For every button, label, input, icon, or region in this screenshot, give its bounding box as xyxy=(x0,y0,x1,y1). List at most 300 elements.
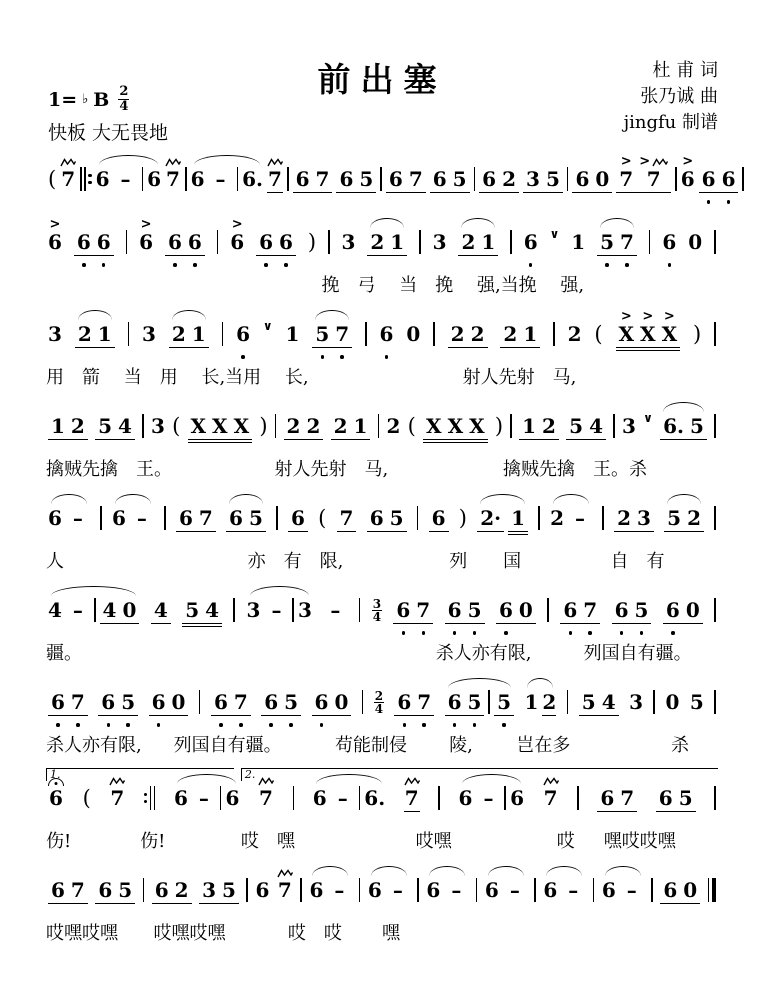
lyric-line xyxy=(46,639,718,666)
beam-line xyxy=(616,347,681,348)
barline-glyph xyxy=(474,167,476,191)
beam-line xyxy=(614,531,654,532)
bar-stroke xyxy=(222,322,224,346)
beam-lines xyxy=(627,903,637,910)
octave-dot-row xyxy=(662,262,676,269)
beam-group xyxy=(176,491,216,545)
note-glyph: 0 xyxy=(171,690,186,714)
octave-dot-cell xyxy=(368,910,382,917)
note xyxy=(71,399,85,438)
octave-dot-cell xyxy=(293,199,313,206)
slur-group xyxy=(245,583,314,637)
octave-dot-cell xyxy=(445,630,465,637)
note xyxy=(448,583,462,622)
beam-lines xyxy=(550,531,564,538)
note-glyph: 5 xyxy=(581,690,596,714)
octave-dot-cell xyxy=(516,630,536,637)
slur-group xyxy=(658,399,709,453)
octave-dot-cell xyxy=(660,910,680,917)
octave-dot-cell xyxy=(714,630,716,637)
beam-lines xyxy=(613,439,615,446)
octave-dot-row xyxy=(386,446,400,453)
octave-dot-cell xyxy=(524,262,538,269)
barline-glyph xyxy=(510,230,512,254)
note xyxy=(340,491,354,530)
system-1 xyxy=(46,152,736,206)
note-glyph: 4 xyxy=(205,598,220,622)
barline xyxy=(675,152,677,206)
octave-dot-row xyxy=(510,910,520,917)
octave-dot xyxy=(727,200,731,204)
octave-dot-cell xyxy=(367,538,387,545)
lyric-segment: 哎嘿哎嘿 xyxy=(153,923,226,944)
beam-lines xyxy=(429,531,449,538)
octave-dot-row xyxy=(128,354,130,361)
octave-dot-row xyxy=(48,538,62,545)
parenthesis xyxy=(318,491,326,545)
beam-line xyxy=(261,715,301,716)
system-6 xyxy=(46,583,718,666)
beam-line xyxy=(663,623,703,624)
beam-note-row xyxy=(423,399,488,438)
beam-lines xyxy=(660,903,700,910)
volta-bracket-2: 2. xyxy=(241,768,718,781)
octave-dot-cell xyxy=(488,722,490,729)
lyric-segment: 岂在多 xyxy=(516,735,571,756)
note-glyph: 6 xyxy=(173,786,188,810)
slur-group xyxy=(457,771,526,825)
beam-note-row xyxy=(165,215,205,254)
octave-dot-row xyxy=(378,446,380,453)
barline xyxy=(222,307,224,361)
beam-lines xyxy=(199,715,201,722)
lyric-segment: 杀人亦有限, xyxy=(435,643,532,664)
beam-lines xyxy=(476,903,478,910)
note-glyph: 5 xyxy=(359,167,374,191)
octave-dot-row xyxy=(165,262,205,269)
ornament-slot xyxy=(639,152,668,167)
octave-dot-cell xyxy=(48,538,62,545)
beam-lines xyxy=(73,531,83,538)
octave-dot-row xyxy=(543,910,557,917)
octave-dot-row xyxy=(336,199,376,206)
octave-dot-row xyxy=(48,446,88,453)
octave-dot-cell xyxy=(259,446,267,453)
octave-dot-cell xyxy=(690,722,704,729)
octave-dot-row xyxy=(217,262,219,269)
note xyxy=(522,399,536,438)
barline xyxy=(653,675,655,729)
bar-stroke xyxy=(613,414,615,438)
octave-dot-row xyxy=(199,722,201,729)
octave-dot-row xyxy=(368,910,382,917)
octave-dot-row xyxy=(74,262,114,269)
beam-lines xyxy=(164,531,166,538)
octave-dot-cell xyxy=(300,910,302,917)
beam-lines xyxy=(74,255,114,262)
octave-dot-cell xyxy=(255,910,269,917)
beam-line xyxy=(169,347,209,348)
accent-mark: > xyxy=(663,309,675,324)
octave-dot-cell xyxy=(359,630,361,637)
note xyxy=(205,583,219,622)
beam-note-row xyxy=(367,491,407,530)
octave-dot-row xyxy=(476,910,478,917)
note-glyph: 0 xyxy=(683,878,698,902)
beam-group xyxy=(386,152,426,206)
beam-lines xyxy=(534,903,536,910)
note xyxy=(175,863,189,902)
ornament-slot xyxy=(664,307,675,322)
octave-dot-cell xyxy=(334,910,344,917)
octave-dot-cell xyxy=(242,199,263,206)
note-glyph: – xyxy=(120,167,131,191)
beam-lines xyxy=(524,715,538,722)
beam-lines xyxy=(714,623,716,630)
bar-stroke-thick xyxy=(712,878,716,902)
beam-note-row xyxy=(182,583,222,622)
note-glyph: – xyxy=(334,878,345,902)
octave-dot-row xyxy=(139,262,153,269)
music-line xyxy=(46,152,736,206)
bar-stroke xyxy=(510,414,512,438)
note xyxy=(179,491,193,530)
barline xyxy=(217,215,219,269)
octave-dot-row xyxy=(60,199,76,206)
octave-dot-cell xyxy=(48,446,68,453)
beam-lines xyxy=(474,192,476,199)
beam-lines xyxy=(542,715,556,722)
beam-note-row xyxy=(386,152,426,191)
octave-dot-row xyxy=(94,630,96,637)
barline-glyph xyxy=(142,167,144,191)
octave-dot-cell xyxy=(699,199,719,206)
lyric-segment: 用 箭 当 用 长,当用 长, xyxy=(46,367,309,388)
beam-lines xyxy=(95,903,135,910)
slur-group xyxy=(310,307,354,361)
beam-lines xyxy=(313,811,327,818)
note xyxy=(155,863,169,902)
beam-lines xyxy=(247,623,261,630)
beam-lines xyxy=(337,531,357,538)
note xyxy=(639,152,668,191)
mordent-icon xyxy=(165,158,181,167)
beam-note-row xyxy=(48,675,88,714)
barline-glyph xyxy=(359,598,361,622)
octave-dot-cell xyxy=(293,818,295,825)
octave-dot-row xyxy=(714,446,716,453)
octave-dot-cell xyxy=(684,538,704,545)
note-glyph: – xyxy=(575,506,585,530)
note-glyph: 5 xyxy=(600,230,615,254)
beam-lines xyxy=(651,903,653,910)
note xyxy=(255,863,269,917)
repeat-dot xyxy=(88,181,91,184)
octave-dot-cell xyxy=(220,818,222,825)
octave-dot-row xyxy=(419,262,421,269)
beam-line xyxy=(423,439,488,440)
note-glyph: 1 xyxy=(481,230,496,254)
beam-note-row xyxy=(445,583,485,622)
note-glyph: 2 xyxy=(286,414,301,438)
octave-dot xyxy=(569,631,573,635)
octave-dot-row xyxy=(48,354,62,361)
beam-note-row xyxy=(95,863,135,902)
note-glyph: 5 xyxy=(689,690,704,714)
octave-dot-cell xyxy=(387,538,407,545)
beam-lines xyxy=(328,255,330,262)
accent-mark: > xyxy=(682,154,694,169)
note xyxy=(396,583,410,622)
barline-glyph xyxy=(287,167,289,191)
octave-dot-cell xyxy=(60,199,76,206)
octave-dot-cell xyxy=(433,262,447,269)
beam-group xyxy=(445,583,485,637)
beam-lines xyxy=(614,531,654,538)
note-glyph: 6 xyxy=(259,230,274,254)
ts-denominator: 4 xyxy=(374,701,384,716)
beam-lines xyxy=(742,192,744,199)
note-glyph: 7 xyxy=(315,167,330,191)
note xyxy=(619,307,635,346)
note-glyph: 5 xyxy=(315,322,330,346)
beam-note-row xyxy=(331,399,371,438)
beam-line xyxy=(597,255,637,256)
bar-stroke xyxy=(142,414,144,438)
note-glyph: 2 xyxy=(306,414,321,438)
beam-lines xyxy=(174,811,188,818)
music-line xyxy=(46,307,718,361)
octave-dot-row xyxy=(48,262,62,269)
barline xyxy=(362,675,364,729)
octave-dot-cell xyxy=(217,262,219,269)
note-glyph: 3 xyxy=(142,322,156,346)
note xyxy=(617,491,631,530)
note-glyph: 1 xyxy=(524,690,539,714)
octave-dot-row xyxy=(612,630,652,637)
octave-dot-row xyxy=(393,910,403,917)
beam-lines xyxy=(577,811,579,818)
note-glyph: 5 xyxy=(690,414,704,438)
octave-dot xyxy=(707,200,711,204)
beam-lines xyxy=(126,255,128,262)
octave-dot-cell xyxy=(430,199,450,206)
note-glyph: 2 xyxy=(503,322,518,346)
note-glyph: 6 xyxy=(48,506,62,530)
note xyxy=(316,152,330,191)
octave-dot-row xyxy=(430,199,470,206)
note-glyph: – xyxy=(271,598,282,622)
beam-lines xyxy=(597,811,637,818)
beam-group xyxy=(579,675,619,729)
bar-stroke xyxy=(510,230,512,254)
beam-lines xyxy=(338,811,348,818)
beam-lines xyxy=(602,531,604,538)
beam-group xyxy=(663,583,703,637)
beam-group xyxy=(614,491,654,545)
note xyxy=(71,675,85,714)
bar-stroke xyxy=(128,322,130,346)
beam-lines xyxy=(199,903,239,910)
ornament-slot xyxy=(141,215,152,230)
barline xyxy=(417,491,419,545)
beam-line xyxy=(660,903,700,904)
note xyxy=(433,215,447,269)
slur-group xyxy=(224,491,268,545)
note xyxy=(568,307,582,361)
octave-dot-row xyxy=(597,818,637,825)
beam-lines xyxy=(284,439,324,446)
octave-dot-cell xyxy=(542,722,556,729)
slur-group xyxy=(94,152,163,206)
octave-dot-row xyxy=(73,538,83,545)
note xyxy=(453,152,467,191)
octave-dot-row xyxy=(126,262,128,269)
barline xyxy=(567,152,569,206)
barline xyxy=(613,399,615,453)
beam-lines xyxy=(386,439,400,446)
lyric-segment: 人 xyxy=(46,551,64,572)
beam-lines xyxy=(656,811,696,818)
barline xyxy=(328,215,330,269)
lyric-segment: 杀人亦有限, xyxy=(46,735,142,756)
octave-dot-cell xyxy=(98,722,118,729)
note-glyph: 5 xyxy=(121,690,136,714)
octave-dot-cell xyxy=(230,262,244,269)
beam-group xyxy=(151,583,171,637)
note-glyph: 6 xyxy=(312,786,327,810)
barline xyxy=(380,152,382,206)
barline-glyph xyxy=(476,878,478,902)
beam-line xyxy=(312,347,352,348)
barline-glyph xyxy=(328,230,330,254)
octave-dot-row xyxy=(48,199,56,206)
note-glyph: 7 xyxy=(198,506,213,530)
octave-dot-row xyxy=(714,630,716,637)
breath-mark xyxy=(550,215,560,269)
beam-line xyxy=(288,531,308,532)
octave-dot-cell xyxy=(75,354,95,361)
beam-group xyxy=(519,399,559,453)
note-glyph: 6 xyxy=(230,230,245,254)
bar-stroke xyxy=(714,786,716,810)
note xyxy=(409,152,423,191)
octave-dot-row xyxy=(96,199,110,206)
octave-dot-row xyxy=(237,199,239,206)
octave-dot-cell xyxy=(594,354,602,361)
octave-dot-row xyxy=(152,910,192,917)
beam-lines xyxy=(368,903,382,910)
octave-dot-cell xyxy=(510,910,520,917)
note-glyph: 3 xyxy=(202,878,216,902)
octave-dot-cell xyxy=(386,199,406,206)
octave-dot-cell xyxy=(48,910,68,917)
beam-note-row xyxy=(699,152,739,191)
note-glyph: 3 xyxy=(150,414,165,438)
note-glyph: 6. xyxy=(663,414,685,438)
bar-stroke xyxy=(547,598,549,622)
octave-dot-cell xyxy=(419,262,421,269)
octave-dot xyxy=(321,355,325,359)
octave-dot-row xyxy=(666,722,680,729)
note-glyph: 6 xyxy=(101,690,116,714)
octave-dot-cell xyxy=(433,354,435,361)
octave-dot-row xyxy=(144,818,155,825)
beam-line xyxy=(656,811,696,812)
system-2 xyxy=(46,215,718,298)
beam-lines xyxy=(485,903,499,910)
octave-dot-cell xyxy=(312,354,332,361)
octave-dot-cell xyxy=(95,446,115,453)
note-glyph: 3 xyxy=(48,322,62,346)
octave-dot-row xyxy=(73,630,83,637)
octave-dot-row xyxy=(225,818,239,825)
octave-dot-row xyxy=(367,538,407,545)
bar-stroke xyxy=(365,322,367,346)
octave-dot-row xyxy=(593,910,595,917)
beam-line xyxy=(579,715,619,716)
octave-dot-cell xyxy=(225,818,239,825)
octave-dot-row xyxy=(543,818,559,825)
note xyxy=(662,215,676,269)
octave-dot-row xyxy=(496,630,536,637)
octave-dot-cell xyxy=(663,630,683,637)
octave-dot-row xyxy=(372,630,382,637)
beam-group xyxy=(699,152,739,206)
beam-group xyxy=(284,399,324,453)
octave-dot xyxy=(504,631,508,635)
octave-dot-row xyxy=(293,199,333,206)
time-signature-fraction xyxy=(374,690,384,714)
note-glyph: 6 xyxy=(111,506,126,530)
octave-dot-cell xyxy=(659,354,681,361)
octave-dot-cell xyxy=(466,446,488,453)
mordent-icon xyxy=(652,158,668,167)
beam-lines xyxy=(567,715,569,722)
beam-note-row xyxy=(579,675,619,714)
slur-group xyxy=(189,152,265,206)
barline-glyph xyxy=(142,414,144,438)
octave-dot-cell xyxy=(714,818,716,825)
octave-dot-cell xyxy=(714,354,716,361)
note-glyph: – xyxy=(72,506,83,530)
beam-lines xyxy=(496,623,536,630)
octave-dot xyxy=(385,355,389,359)
octave-dot-row xyxy=(216,199,226,206)
octave-dot-row xyxy=(742,199,744,206)
note-glyph: X xyxy=(190,414,207,438)
note xyxy=(502,152,516,191)
note-glyph: 6 xyxy=(139,230,154,254)
note-glyph: 1 xyxy=(191,322,206,346)
octave-dot-cell xyxy=(216,199,226,206)
note-glyph: 6 xyxy=(397,690,412,714)
beam-line xyxy=(267,192,283,193)
lyric-segment: 擒贼先擒 王。杀 xyxy=(502,459,647,480)
octave-dot xyxy=(264,263,268,267)
octave-dot-row xyxy=(567,199,569,206)
octave-dot-cell xyxy=(572,199,592,206)
octave-dot-cell xyxy=(597,818,617,825)
octave-dot xyxy=(241,355,245,359)
bar-stroke xyxy=(164,506,166,530)
octave-dot-row xyxy=(433,354,435,361)
note xyxy=(185,583,199,622)
note-glyph: 6 xyxy=(213,690,228,714)
barline xyxy=(714,307,716,361)
octave-dot-cell xyxy=(342,262,356,269)
octave-dot-cell xyxy=(261,722,281,729)
